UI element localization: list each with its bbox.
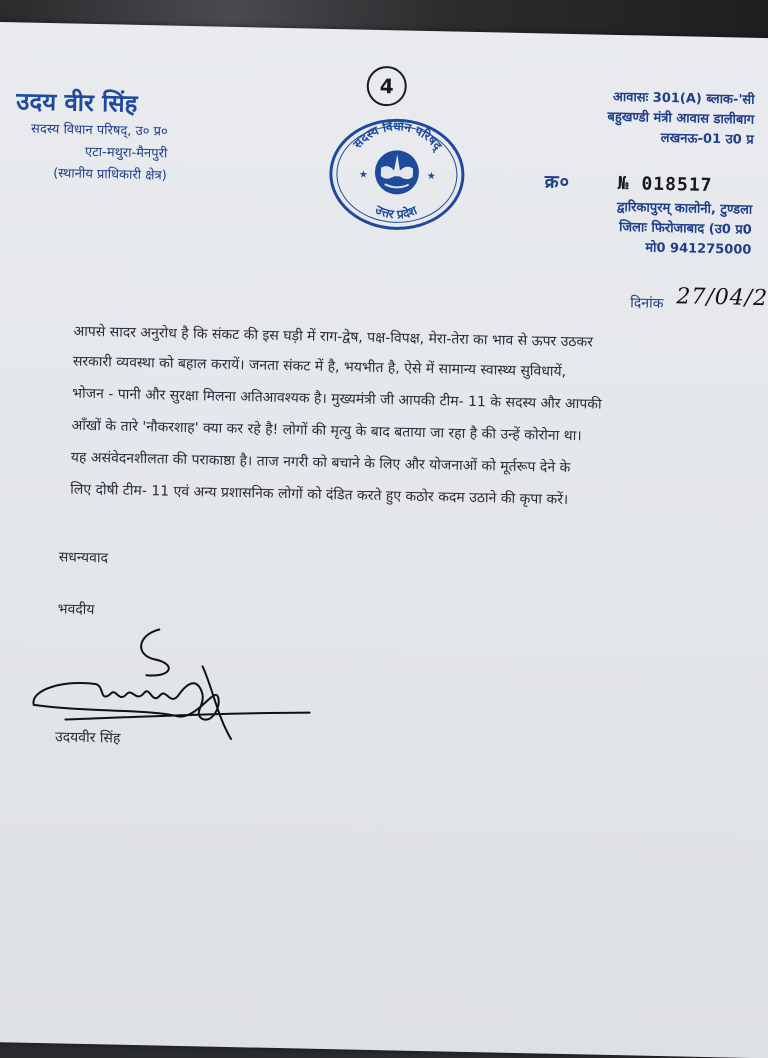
address-line-3: लखनऊ-01 उ0 प्र xyxy=(660,130,754,148)
serial-value: 018517 xyxy=(641,173,713,196)
serial-prefix: क्र० xyxy=(544,171,571,193)
body-line-6: लिए दोषी टीम- 11 एवं अन्य प्रशासनिक लोगों को दंडित करते हुए कठोर कदम उठाने की कृपा करें। xyxy=(70,481,569,509)
serial-label: № xyxy=(617,172,630,195)
letter-page xyxy=(0,22,768,1058)
svg-text:★: ★ xyxy=(358,169,368,181)
body-line-2: सरकारी व्यवस्था को बहाल करायें। जनता संकट में है, भयभीत है, ऐसे में सामान्य स्वास्थ्य सुविधायें, xyxy=(72,353,567,380)
address-line-2: बहुखण्डी मंत्री आवास डालीबाग xyxy=(607,109,755,128)
emblem-seal xyxy=(326,115,468,234)
address-line-1: आवासः 301(A) ब्लाक-'सी xyxy=(612,89,755,108)
body-line-1: आपसे सादर अनुरोध है कि संकट की इस घड़ी में राग-द्वेष, पक्ष-विपक्ष, मेरा-तेरा का भाव से ऊपर उठकर xyxy=(73,323,594,351)
sender-designation: सदस्य विधान परिषद्, उ० प्र० xyxy=(30,121,168,140)
page-number: 4 xyxy=(366,66,407,107)
address2-line-1: द्वारिकापुरम् कालोनी, टुण्डला xyxy=(616,199,753,218)
address2-mobile: मो0 941275000 xyxy=(645,240,752,258)
sender-name: उदय वीर सिंह xyxy=(16,87,138,118)
body-line-4: आँखों के तारे 'नौकरशाह' क्या कर रहे है! लोगों की मृत्यु के बाद बताया जा रहा है की उन्हें कोरोना था। xyxy=(71,417,582,445)
address2-line-2: जिलाः फिरोजाबाद (उ0 प्र0 xyxy=(618,220,752,238)
date-value: 27/04/2 xyxy=(676,284,768,312)
signatory-name: उदयवीर सिंह xyxy=(54,729,121,747)
svg-text:उत्तर प्रदेश xyxy=(372,202,420,222)
body-line-3: भोजन - पानी और सुरक्षा मिलना अतिआवश्यक है। मुख्यमंत्री जी आपकी टीम- 11 के सदस्य और आपकी xyxy=(72,385,602,413)
body-line-5: यह असंवेदनशीलता की पराकाष्ठा है। ताज नगरी को बचाने के लिए और योजनाओं को मूर्तरूप देने के xyxy=(70,449,571,477)
svg-text:सदस्य विधान परिषद् xyxy=(350,118,446,154)
emblem-bottom-text: उत्तर प्रदेश xyxy=(373,202,420,222)
sender-constituency-type: (स्थानीय प्राधिकारी क्षेत्र) xyxy=(53,166,167,184)
sender-constituency: एटा-मथुरा-मैनपुरी xyxy=(84,144,168,162)
emblem-top-text: सदस्य विधान परिषद् xyxy=(350,119,445,153)
closing-thanks: सधन्यवाद xyxy=(58,549,109,567)
closing-yours: भवदीय xyxy=(57,601,95,619)
svg-text:★: ★ xyxy=(426,170,436,183)
serial-number xyxy=(545,169,713,197)
date-label: दिनांक xyxy=(630,295,664,312)
